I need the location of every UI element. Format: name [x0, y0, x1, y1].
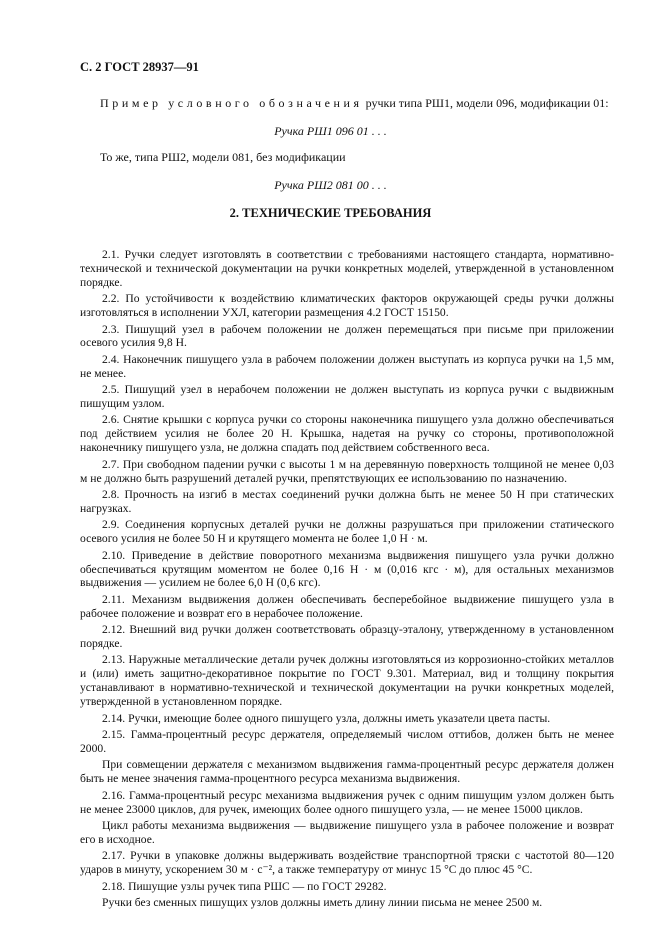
paragraph: 2.1. Ручки следует изготовлять в соответствии с требованиями настоящего стандарта, нормативно-технической и технической документации на ручки конкретных моделей, утвержденной в установленном порядке.: [80, 248, 614, 289]
paragraph: 2.17. Ручки в упаковке должны выдерживать воздействие транспортной тряски с частотой 80—120 ударов в минуту, ускорением 30 м · с⁻², а также температуру от минус 15 °С до плюс 45 °С.: [80, 849, 614, 877]
designation-1: Ручка РШ1 096 01 . . .: [274, 124, 387, 138]
paragraph: Цикл работы механизма выдвижения — выдвижение пишущего узла в рабочее положение и возврат его в исходное.: [80, 818, 614, 846]
example-line: [100, 96, 609, 111]
paragraph: 2.8. Прочность на изгиб в местах соединений ручки должна быть не менее 50 Н при статических нагрузках.: [80, 488, 614, 515]
paragraph: 2.12. Внешний вид ручки должен соответствовать образцу-эталону, утвержденному в установленном порядке.: [80, 623, 614, 651]
requirements-body: [80, 248, 614, 912]
paragraph: 2.18. Пишущие узлы ручек типа РШС — по ГОСТ 29282.: [102, 879, 387, 893]
page-header: С. 2 ГОСТ 28937—91: [80, 60, 199, 74]
paragraph: 2.4. Наконечник пишущего узла в рабочем положении должен выступать из корпуса ручки на 1,5 мм, не менее.: [80, 352, 614, 380]
paragraph: 2.15. Гамма-процентный ресурс держателя, определяемый числом оттибов, должен быть не менее 2000.: [80, 728, 614, 755]
paragraph: 2.14. Ручки, имеющие более одного пишущего узла, должны иметь указатели цвета пасты.: [102, 711, 551, 725]
paragraph: 2.16. Гамма-процентный ресурс механизма выдвижения ручек с одним пишущим узлом должен быть не менее 23000 циклов, для ручек, имеющих более одного пишущего узла, — не менее 15000 циклов.: [80, 788, 614, 816]
example-spaced-label: Пример условного обозначения: [100, 96, 363, 110]
paragraph: 2.6. Снятие крышки с корпуса ручки со стороны наконечника пишущего узла должно обеспечиваться под действием усилия не более 20 Н. Крышка, надетая на ручку со стороны, противоположной наконечнику пишущего узла, не должна спадать под действием собственного веса.: [80, 413, 614, 455]
paragraph: 2.11. Механизм выдвижения должен обеспечивать бесперебойное выдвижение пишущего узла в рабочее положение и возврат его в нерабочее положение.: [80, 592, 614, 620]
paragraph: 2.10. Приведение в действие поворотного механизма выдвижения пишущего узла ручки должно обеспечиваться крутящим моментом не более 0,16 Н · м (0,016 кгс · м), для остальных механизмов выдвижения — усилием не более 6,0 Н (0,6 кгс).: [80, 548, 614, 590]
paragraph: 2.3. Пишущий узел в рабочем положении не должен перемещаться при письме при приложении осевого усилия 9,8 Н.: [80, 322, 614, 350]
designation-2: Ручка РШ2 081 00 . . .: [274, 178, 387, 192]
section-title: 2. ТЕХНИЧЕСКИЕ ТРЕБОВАНИЯ: [229, 206, 432, 220]
paragraph: Ручки без сменных пишущих узлов должны иметь длину линии письма не менее 2500 м.: [102, 895, 543, 909]
paragraph: 2.7. При свободном падении ручки с высоты 1 м на деревянную поверхность толщиной не менее 0,03 м не должно быть разрушений деталей ручки, препятствующих ее использованию по назначению.: [80, 457, 614, 485]
same-type-line: То же, типа РШ2, модели 081, без модификации: [100, 150, 346, 164]
example-rest: ручки типа РШ1, модели 096, модификации 01:: [362, 96, 609, 110]
paragraph: 2.13. Наружные металлические детали ручек должны изготовляться из коррозионно-стойких металлов и (или) иметь защитно-декоративное покрытие по ГОСТ 9.301. Материал, вид и толщину покрытия устанавливают в нормативно-технической и технической документации на ручки конкретных моделей, утвержденной в установленном порядке.: [80, 653, 614, 709]
paragraph: 2.9. Соединения корпусных деталей ручки не должны разрушаться при приложении статического осевого усилия не более 50 Н и крутящего момента не более 1,0 Н · м.: [80, 518, 614, 546]
paragraph: 2.2. По устойчивости к воздействию климатических факторов окружающей среды ручки должны изготовляться в исполнении УХЛ, категории размещения 4.2 ГОСТ 15150.: [80, 292, 614, 320]
paragraph: 2.5. Пишущий узел в нерабочем положении не должен выступать из корпуса ручки с выдвижным пишущим узлом.: [80, 383, 614, 411]
paragraph: При совмещении держателя с механизмом выдвижения гамма-процентный ресурс держателя должен быть не менее значения гамма-процентного ресурса механизма выдвижения.: [80, 758, 614, 786]
